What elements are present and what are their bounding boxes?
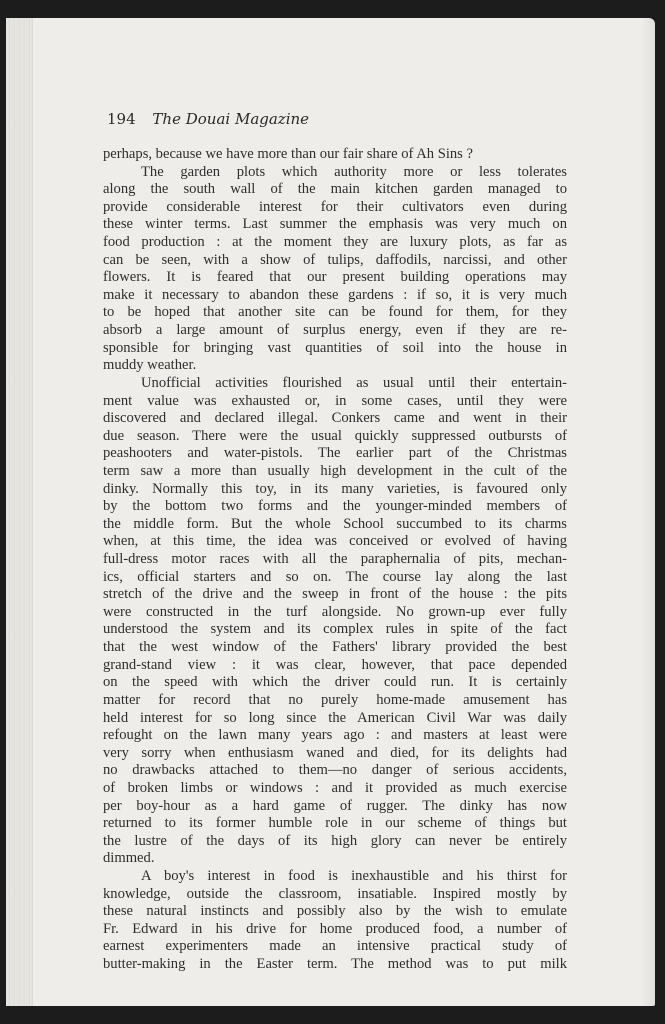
text-line: ment value was exhausted or, in some cases, until they were xyxy=(103,392,567,409)
text-line: were constructed in the turf alongside. No grown-up ever fully xyxy=(103,603,567,620)
text-line: along the south wall of the main kitchen garden managed to xyxy=(103,181,567,198)
text-line: Fr. Edward in his drive for home produced food, a number of xyxy=(103,920,567,937)
text-line: these natural instincts and possibly also by the wish to emulate xyxy=(103,903,567,920)
text-line: The garden plots which authority more or less tolerates xyxy=(141,163,567,180)
text-line: can be seen, with a show of tulips, daffodils, narcissi, and other xyxy=(103,251,567,268)
text-line: due season. There were the usual quickly suppressed outbursts of xyxy=(103,427,567,444)
text-line: to be hoped that another site can be found for them, for they xyxy=(103,304,567,321)
text-line: no drawbacks attached to them—no danger of serious accidents, xyxy=(103,762,567,779)
text-line: understood the system and its complex rules in spite of the fact xyxy=(103,621,567,638)
text-line: grand-stand view : it was clear, however, that pace depended xyxy=(103,656,567,673)
text-line: that the west window of the Fathers' library provided the best xyxy=(103,639,567,656)
page-number: 194 xyxy=(107,110,136,128)
text-line: on the speed with which the driver could run. It is certainly xyxy=(103,674,567,691)
text-line: dinky. Normally this toy, in its many varieties, is favoured only xyxy=(103,480,567,497)
text-line: of broken limbs or windows : and it provided as much exercise xyxy=(103,779,567,796)
text-line: stretch of the drive and the sweep in front of the house : the pits xyxy=(103,586,567,603)
text-line: per boy-hour as a hard game of rugger. The dinky has now xyxy=(103,797,567,814)
text-line: food production : at the moment they are luxury plots, as far as xyxy=(103,234,567,251)
text-line: by the bottom two forms and the younger-minded members of xyxy=(103,498,567,515)
text-line: earnest experimenters made an intensive practical study of xyxy=(103,938,567,955)
text-line: held interest for so long since the American Civil War was daily xyxy=(103,709,567,726)
text-line: matter for record that no purely home-made amusement has xyxy=(103,691,567,708)
text-line: ics, official starters and so on. The course lay along the last xyxy=(103,568,567,585)
text-line: butter-making in the Easter term. The method was to put milk xyxy=(103,956,567,973)
text-line: A boy's interest in food is inexhaustible and his thirst for xyxy=(141,867,567,884)
text-line: peashooters and water-pistols. The earlier part of the Christmas xyxy=(103,445,567,462)
page-gutter-shadow xyxy=(641,18,655,1006)
text-line: absorb a large amount of surplus energy, even if they are re- xyxy=(103,322,567,339)
text-line: provide considerable interest for their cultivators even during xyxy=(103,198,567,215)
text-line: the middle form. But the whole School succumbed to its charms xyxy=(103,515,567,532)
page-edges xyxy=(6,18,33,1006)
text-line: discovered and declared illegal. Conkers came and went in their xyxy=(103,410,567,427)
text-line: term saw a more than usually high development in the cult of the xyxy=(103,462,567,479)
text-line: the lustre of the days of its high glory can never be entirely xyxy=(103,832,567,849)
text-line: make it necessary to abandon these gardens : if so, it is very much xyxy=(103,286,567,303)
text-line: flowers. It is feared that our present building operations may xyxy=(103,269,567,286)
text-line: sponsible for bringing vast quantities of soil into the house in xyxy=(103,339,567,356)
body-text xyxy=(103,146,567,974)
text-line: returned to its former humble role in our scheme of things but xyxy=(103,815,567,832)
text-line: refought on the lawn many years ago : and masters at least were xyxy=(103,727,567,744)
text-line: dimmed. xyxy=(103,850,155,867)
text-line: knowledge, outside the classroom, insatiable. Inspired mostly by xyxy=(103,885,567,902)
magazine-title: The Douai Magazine xyxy=(152,110,310,128)
text-line: full-dress motor races with all the paraphernalia of pits, mechan- xyxy=(103,551,567,568)
text-line: when, at this time, the idea was conceived or evolved of having xyxy=(103,533,567,550)
text-line: perhaps, because we have more than our fair share of Ah Sins ? xyxy=(103,146,473,162)
text-line: these winter terms. Last summer the emphasis was very much on xyxy=(103,216,567,233)
running-head xyxy=(107,110,309,128)
text-line: Unofficial activities flourished as usual until their entertain- xyxy=(141,374,567,391)
text-line: muddy weather. xyxy=(103,357,197,374)
text-line: very sorry when enthusiasm waned and died, for its delights had xyxy=(103,744,567,761)
